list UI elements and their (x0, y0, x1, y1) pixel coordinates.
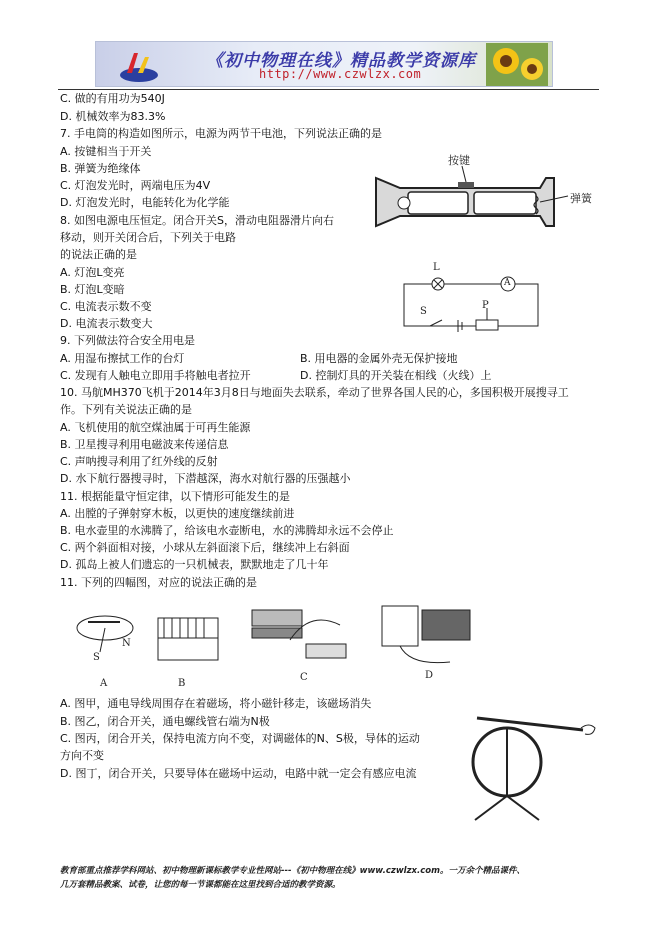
option: C. 两个斜面相对接，小球从左斜面滚下后，继续冲上右斜面 (60, 541, 350, 554)
four-figures (60, 600, 480, 689)
ammeter-label: A (504, 278, 511, 288)
option-cont: 方向不变 (60, 749, 104, 762)
option: A. 出膛的子弹射穿木板，以更快的速度继续前进 (60, 507, 295, 520)
question-10-cont: 作。下列有关说法正确的是 (60, 403, 192, 416)
option: B. 弹簧为绝缘体 (60, 162, 141, 175)
text-line: D. 机械效率为83.3% (60, 110, 166, 123)
option: C. 图丙，闭合开关，保持电流方向不变，对调磁体的N、S极，导体的运动 (60, 732, 420, 745)
option: A. 飞机使用的航空煤油属于可再生能源 (60, 421, 251, 434)
question-8: 8. 如图电源电压恒定。闭合开关S，滑动电阻器滑片向右 (60, 214, 334, 227)
header-divider (58, 89, 599, 90)
option: B. 电水壶里的水沸腾了，给该电水壶断电，水的沸腾却永远不会停止 (60, 524, 394, 537)
option: C. 声呐搜寻利用了红外线的反射 (60, 455, 218, 468)
option: B. 卫星搜寻利用电磁波来传递信息 (60, 438, 229, 451)
fig-label-d: D (425, 670, 434, 681)
header-url[interactable]: http://www.czwlzx.com (259, 67, 422, 81)
question-8-cont: 移动，则开关闭合后，下列关于电路 (60, 231, 236, 244)
magnet-ring-figure (465, 700, 600, 830)
site-logo-icon (118, 49, 160, 83)
header-title: 《初中物理在线》精品教学资源库 (206, 51, 476, 71)
option: C. 灯泡发光时，两端电压为4V (60, 179, 211, 192)
option: D. 电流表示数变大 (60, 317, 153, 330)
option: A. 图甲，通电导线周围存在着磁场，将小磁针移走，该磁场消失 (60, 697, 372, 710)
fig-a-n-label: N (122, 638, 131, 649)
option: B. 灯泡L变暗 (60, 283, 125, 296)
option: B. 用电器的金属外壳无保护接地 (300, 352, 458, 365)
fig-label-b: B (178, 678, 186, 689)
footer-line-2: 几万套精品教案、试卷，让您的每一节课都能在这里找到合适的教学资源。 (60, 880, 341, 890)
option: D. 水下航行器搜寻时，下潜越深，海水对航行器的压强越小 (60, 472, 351, 485)
option: D. 灯泡发光时，电能转化为化学能 (60, 196, 230, 209)
header-banner (95, 41, 553, 87)
fig-a-s-label: S (93, 652, 100, 663)
key-label: 按键 (448, 154, 470, 167)
option: D. 孤岛上被人们遗忘的一只机械表，默默地走了几十年 (60, 558, 329, 571)
text-line: C. 做的有用功为540J (60, 92, 165, 105)
question-9: 9. 下列做法符合安全用电是 (60, 334, 195, 347)
question-8-cont: 的说法正确的是 (60, 248, 137, 261)
option: C. 发现有人触电立即用手将触电者拉开 (60, 369, 251, 382)
question-11: 11. 根据能量守恒定律，以下情形可能发生的是 (60, 490, 290, 503)
footer-note (60, 864, 605, 892)
sunflower-image (486, 43, 548, 86)
option: A. 灯泡L变亮 (60, 266, 125, 279)
option: D. 图丁，闭合开关，只要导体在磁场中运动，电路中就一定会有感应电流 (60, 767, 417, 780)
circuit-figure (400, 262, 545, 332)
option: A. 用湿布擦拭工作的台灯 (60, 352, 185, 365)
slider-label: P (482, 300, 489, 311)
footer-line-1: 教育部重点推荐学科网站、初中物理新课标教学专业性网站---《初中物理在线》www.czwlzx.com。一万余个精品课件、 (60, 866, 525, 876)
option: C. 电流表示数不变 (60, 300, 152, 313)
option: B. 图乙，闭合开关，通电螺线管右端为N极 (60, 715, 270, 728)
spring-label: 弹簧 (570, 192, 592, 205)
question-11b: 11. 下列的四幅图，对应的说法正确的是 (60, 576, 257, 589)
lamp-label: L (433, 262, 440, 273)
flashlight-figure (370, 150, 602, 250)
switch-label: S (420, 306, 427, 317)
question-7: 7. 手电筒的构造如图所示，电源为两节干电池，下列说法正确的是 (60, 127, 382, 140)
option: A. 按键相当于开关 (60, 145, 152, 158)
option: D. 控制灯具的开关装在相线（火线）上 (300, 369, 492, 382)
fig-label-a: A (100, 678, 108, 689)
question-10: 10. 马航MH370飞机于2014年3月8日与地面失去联系，牵动了世界各国人民的心，多国积极开展搜寻工 (60, 386, 569, 399)
fig-label-c: C (300, 672, 308, 683)
